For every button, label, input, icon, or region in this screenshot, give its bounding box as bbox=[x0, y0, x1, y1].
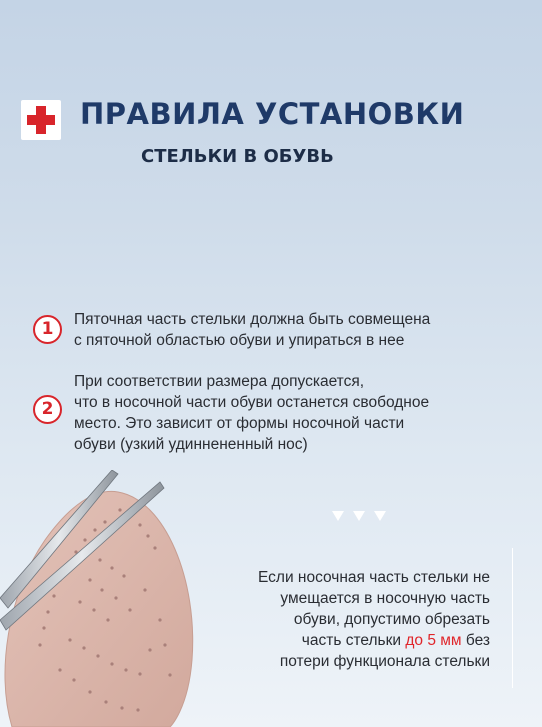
note-line-5: потери функционала стельки bbox=[279, 653, 490, 670]
note-line-4 bbox=[170, 630, 490, 651]
divider-line bbox=[512, 548, 513, 688]
page-title: ПРАВИЛА УСТАНОВКИ bbox=[80, 97, 465, 131]
rule-2-number-badge: 2 bbox=[33, 395, 62, 424]
note-line-2: умещается в носочную часть bbox=[280, 590, 490, 607]
rule-2-text bbox=[74, 371, 524, 455]
rule-1-line-2: с пяточной областью обуви и упираться в нее bbox=[74, 332, 405, 349]
note-line-1: Если носочная часть стельки не bbox=[257, 569, 490, 586]
rule-1-text bbox=[74, 309, 524, 351]
note-line-4-end: без bbox=[461, 632, 490, 649]
note-line-3: обуви, допустимо обрезать bbox=[293, 611, 490, 628]
rule-2-line-4: обуви (узкий удиннененный нос) bbox=[74, 436, 308, 453]
rule-2-line-3: место. Это зависит от формы носочной части bbox=[74, 415, 405, 432]
rule-1-number-badge: 1 bbox=[33, 315, 62, 344]
medical-cross-icon bbox=[21, 100, 61, 140]
rule-1-line-1: Пяточная часть стельки должна быть совмещена bbox=[74, 311, 431, 328]
triangle-down-icons bbox=[331, 508, 391, 524]
rule-2-line-1: При соответствии размера допускается, bbox=[74, 373, 365, 390]
trim-note bbox=[170, 567, 490, 672]
rule-2-line-2: что в носочной части обуви останется свободное bbox=[74, 394, 430, 411]
note-highlight: до 5 мм bbox=[405, 632, 462, 649]
page-subtitle: СТЕЛЬКИ В ОБУВЬ bbox=[141, 146, 334, 167]
note-line-4-start: часть стельки bbox=[301, 632, 406, 649]
